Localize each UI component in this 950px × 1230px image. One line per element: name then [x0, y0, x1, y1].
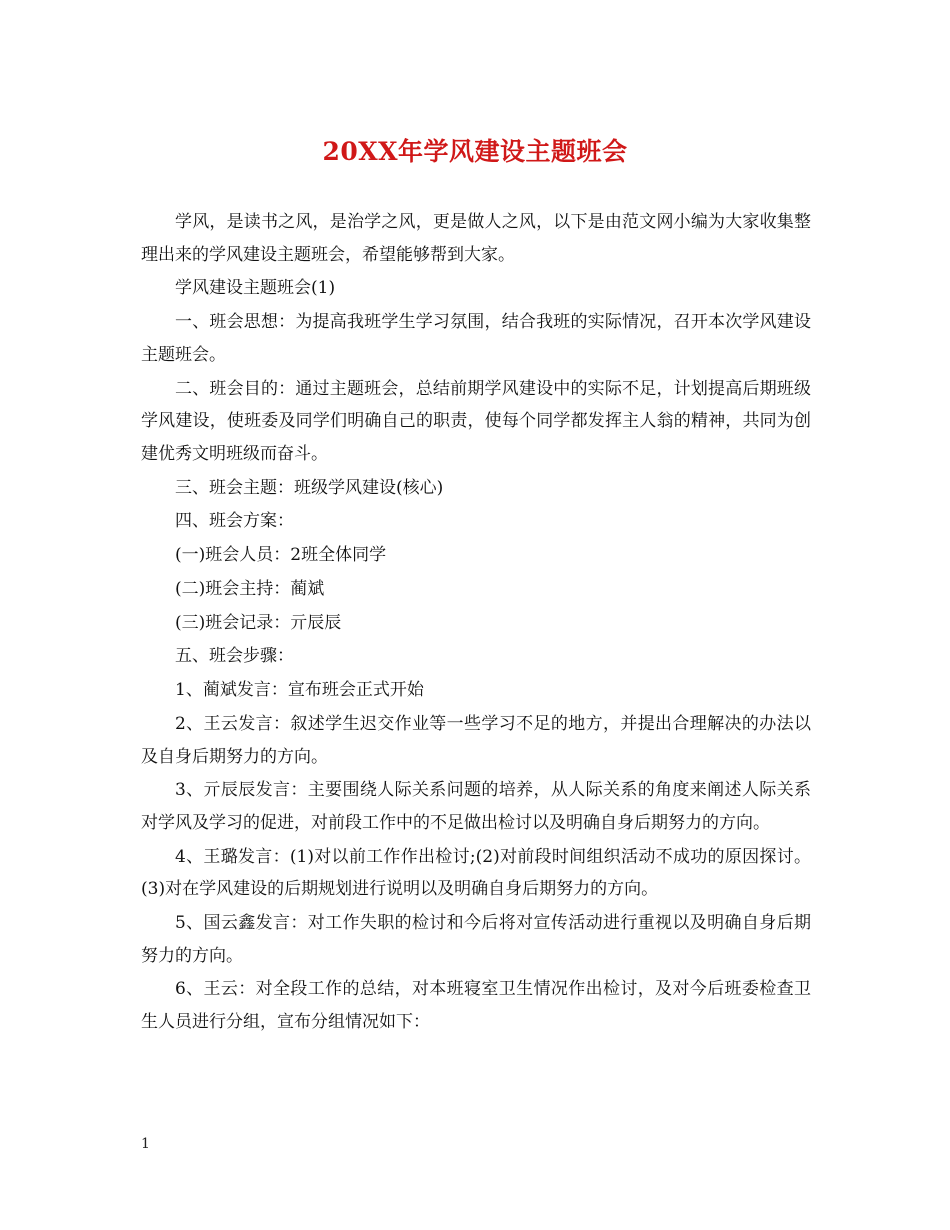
paragraph: 6、王云：对全段工作的总结，对本班寝室卫生情况作出检讨，及对今后班委检查卫生人员进行分组，宣布分组情况如下：: [141, 979, 811, 1033]
paragraph: 学风建设主题班会(1): [175, 278, 336, 299]
paragraph: 3、亓辰辰发言：主要围绕人际关系问题的培养，从人际关系的角度来阐述人际关系对学风及学习的促进，对前段工作中的不足做出检讨以及明确自身后期努力的方向。: [141, 780, 811, 833]
document-body: [141, 206, 811, 1040]
paragraph: (三)班会记录：亓辰辰: [175, 612, 342, 633]
paragraph: 一、班会思想：为提高我班学生学习氛围，结合我班的实际情况，召开本次学风建设主题班会。: [141, 312, 811, 365]
paragraph: 2、王云发言：叙述学生迟交作业等一些学习不足的地方，并提出合理解决的办法以及自身后期努力的方向。: [141, 713, 811, 767]
paragraph: 四、班会方案：: [175, 511, 294, 532]
paragraph: (二)班会主持：蔺斌: [175, 578, 325, 599]
paragraph: (一)班会人员：2班全体同学: [175, 545, 387, 566]
paragraph: 4、王璐发言：(1)对以前工作作出检讨;(2)对前段时间组织活动不成功的原因探讨。(3)对在学风建设的后期规划进行说明以及明确自身后期努力的方向。: [141, 846, 811, 900]
paragraph: 5、国云鑫发言：对工作失职的检讨和今后将对宣传活动进行重视以及明确自身后期努力的方向。: [141, 913, 811, 966]
paragraph: 学风，是读书之风，是治学之风，更是做人之风，以下是由范文网小编为大家收集整理出来的学风建设主题班会，希望能够帮到大家。: [141, 212, 811, 265]
page-number: 1: [141, 1136, 150, 1152]
paragraph: 三、班会主题：班级学风建设(核心): [175, 477, 444, 498]
paragraph: 五、班会步骤：: [175, 646, 294, 667]
paragraph: 二、班会目的：通过主题班会，总结前期学风建设中的实际不足，计划提高后期班级学风建设，使班委及同学们明确自己的职责，使每个同学都发挥主人翁的精神，共同为创建优秀文明班级而奋斗。: [141, 378, 811, 464]
document-title: 20XX年学风建设主题班会: [322, 137, 628, 166]
paragraph: 1、蔺斌发言：宣布班会正式开始: [175, 680, 424, 701]
